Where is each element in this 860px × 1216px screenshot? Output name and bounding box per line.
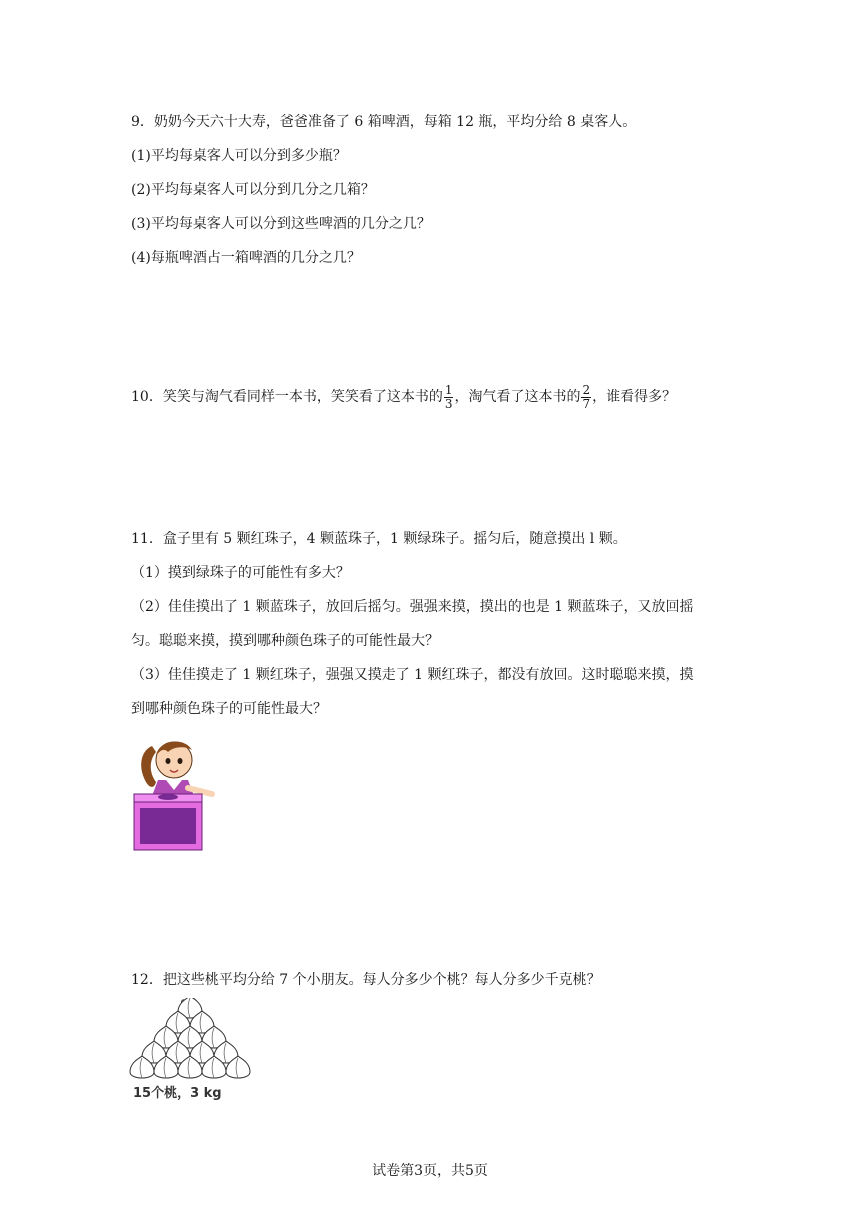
q9-stem: 9．奶奶今天六十大寿，爸爸准备了 6 箱啤酒，每箱 12 瓶，平均分给 8 桌客人。 [131,114,637,130]
peach-caption: 15个桃，3 kg [133,1086,222,1101]
q11-part-2-line-2: 匀。聪聪来摸，摸到哪种颜色珠子的可能性最大？ [131,633,439,649]
q11-part-3-line-2: 到哪种颜色珠子的可能性最大？ [131,701,327,717]
peach-pyramid-illustration [128,998,252,1082]
fraction-one-third: $\frac{1}{3}$ [444,382,453,411]
q10-text-c: ，谁看得多？ [592,389,677,405]
q11-part-3-line-1: （3）佳佳摸走了 1 颗红珠子，强强又摸走了 1 颗红珠子，都没有放回。这时聪聪来摸，摸 [131,667,694,683]
q9-part-3: (3)平均每桌客人可以分到这些啤酒的几分之几？ [131,216,431,232]
q11-part-1: （1）摸到绿珠子的可能性有多大？ [131,565,350,581]
q9-part-4: (4)每瓶啤酒占一箱啤酒的几分之几？ [131,250,361,266]
q10-text-b: ，淘气看了这本书的 [454,389,581,405]
q11-part-2-line-1: （2）佳佳摸出了 1 颗蓝珠子，放回后摇匀。强强来摸，摸出的也是 1 颗蓝珠子，又放回摇 [131,599,694,615]
q9-part-1: (1)平均每桌客人可以分到多少瓶？ [131,148,347,164]
page-footer: 试卷第3页，共5页 [372,1163,488,1179]
fraction-two-sevenths: $\frac{2}{7}$ [582,382,591,411]
girl-with-box-illustration [128,734,224,854]
q12-stem: 12．把这些桃平均分给 7 个小朋友。每人分多少个桃？每人分多少千克桃？ [131,972,601,988]
q10-text-a: 10．笑笑与淘气看同样一本书，笑笑看了这本书的 [131,389,443,405]
q11-stem: 11．盒子里有 5 颗红珠子，4 颗蓝珠子，1 颗绿珠子。摇匀后，随意摸出 l 颗。 [131,531,627,547]
q10-question [131,382,676,412]
q9-part-2: (2)平均每桌客人可以分到几分之几箱？ [131,182,375,198]
